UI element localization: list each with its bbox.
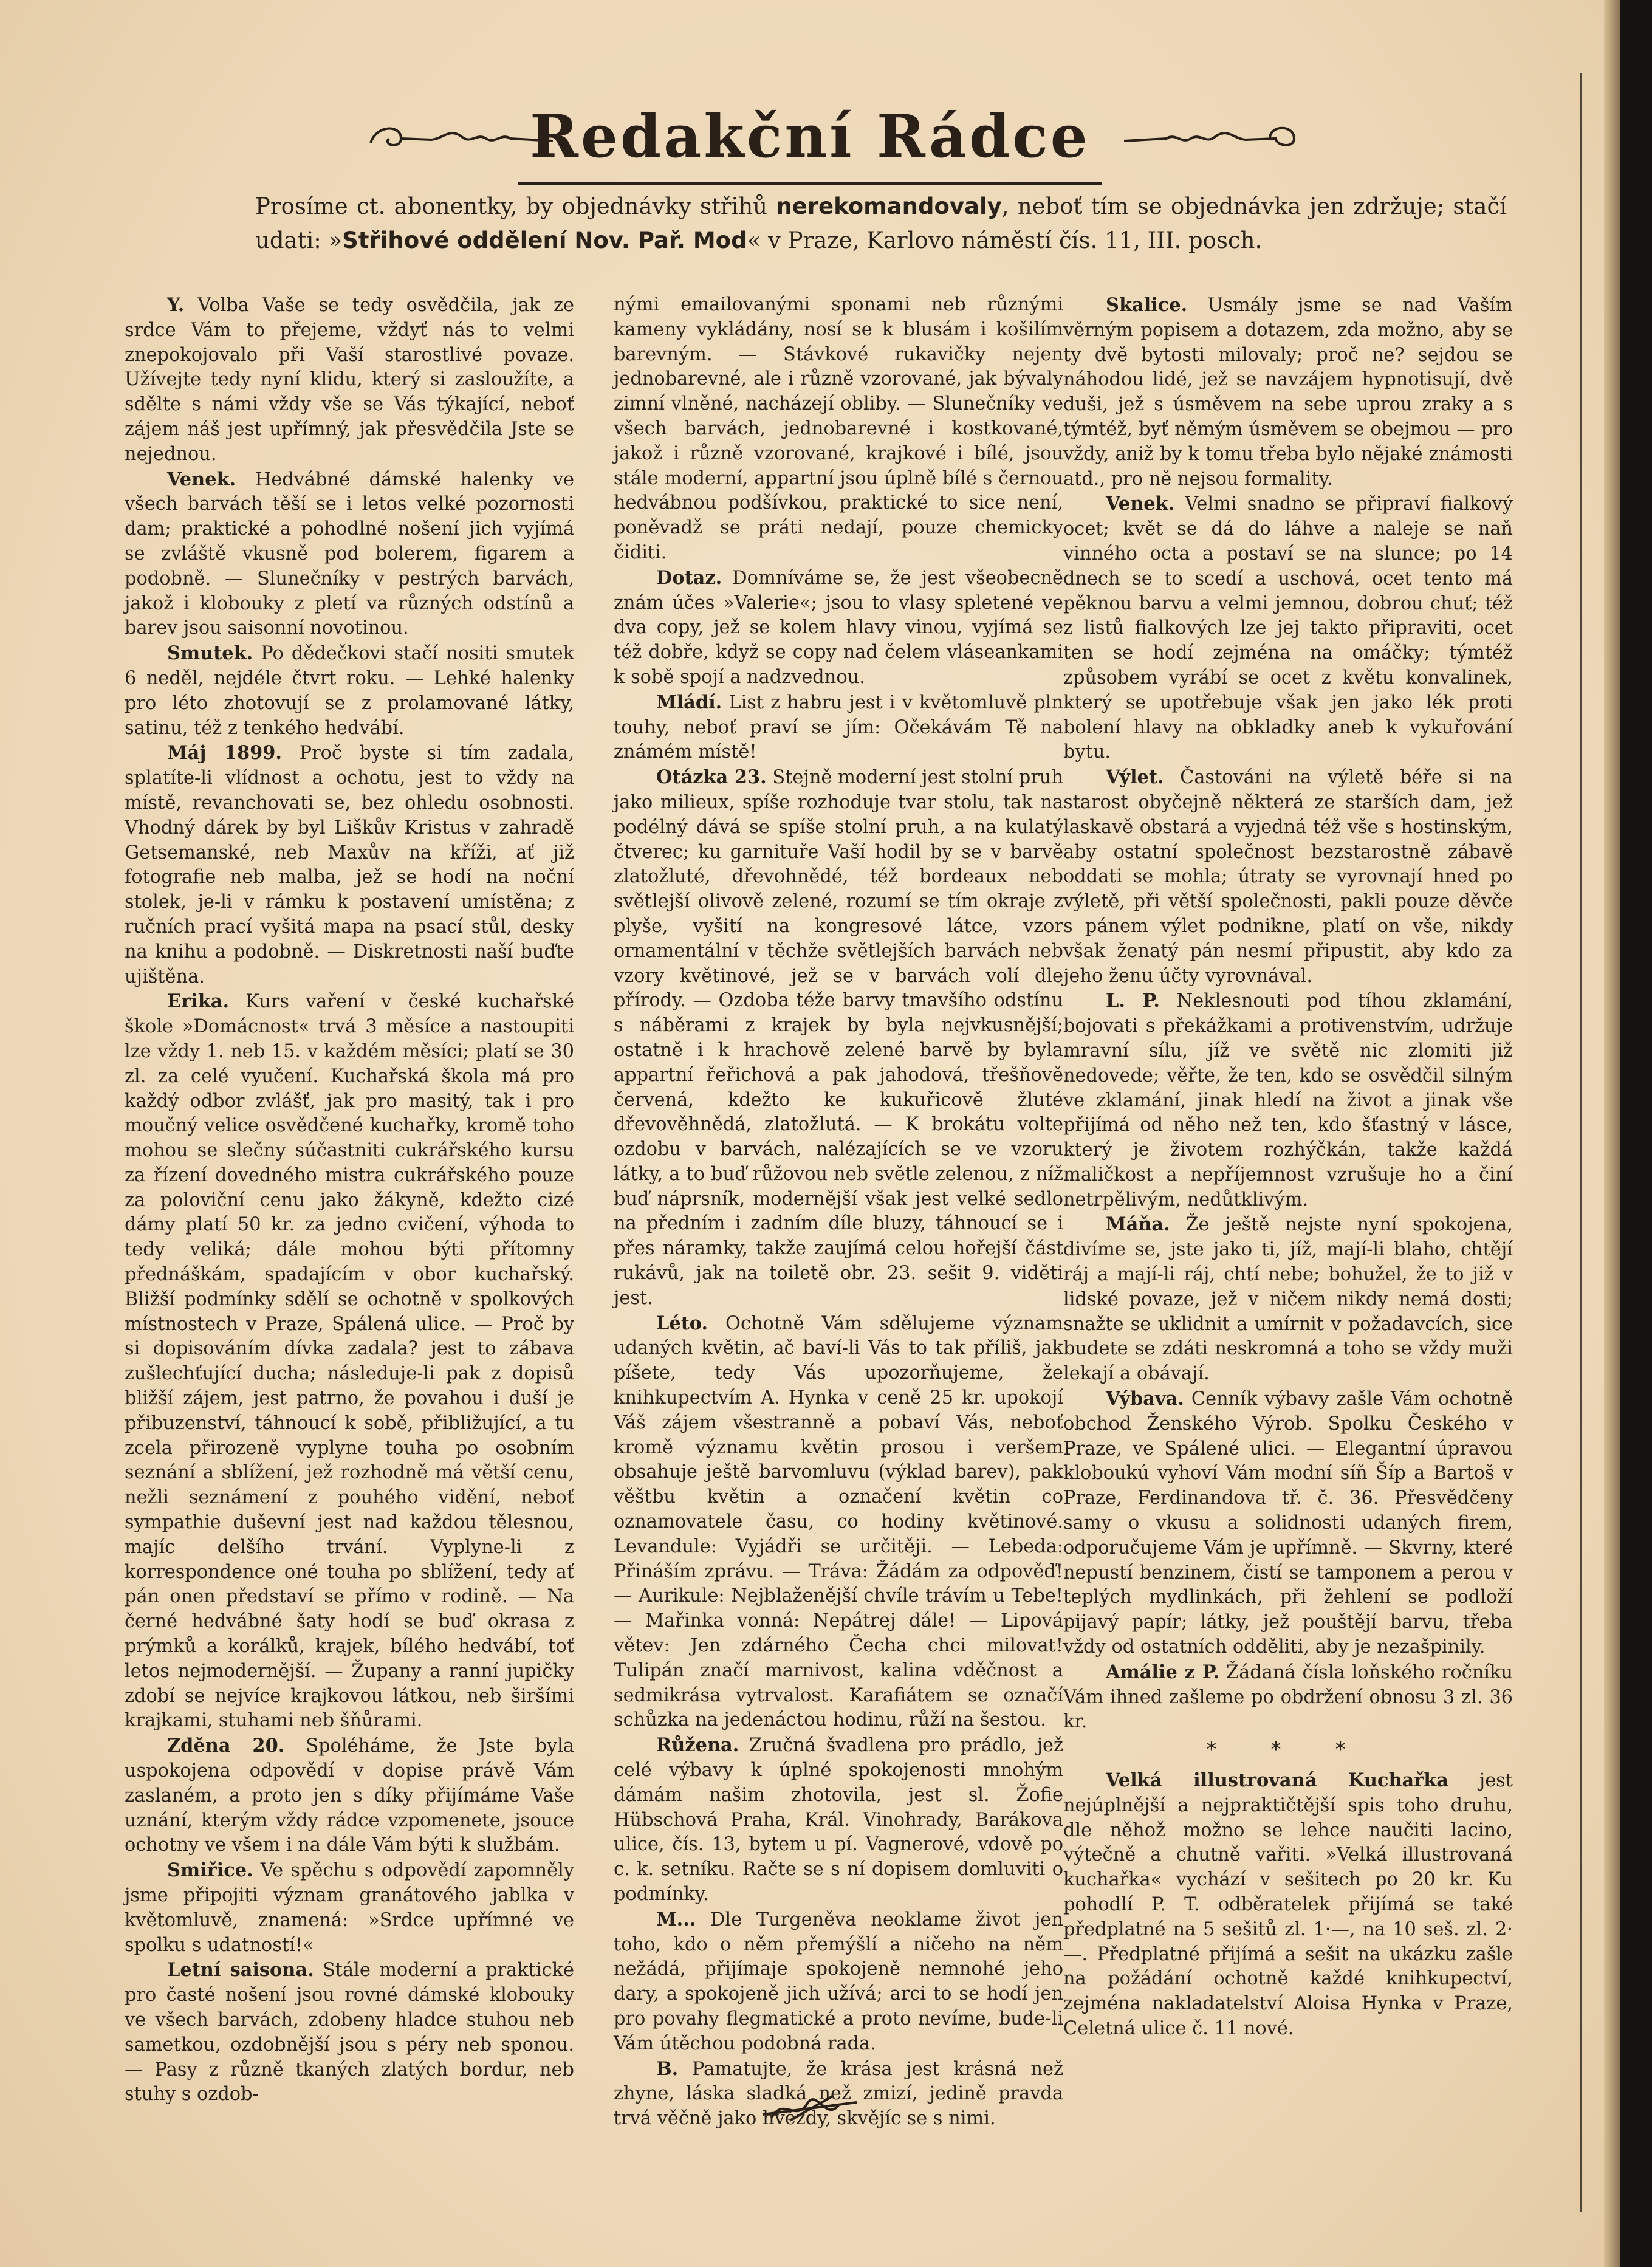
answer-text: jest nejúplnější a nejpraktičtější spis toho druhu, dle něhož možno se lehce naučiti lacino, výtečně a chutně vařiti. »Velká illustrovaná kuchařka« vychází v sešitech po 20 kr. Ku pohodlí P. T. odběratelek přijímá se také předplatné na 5 sešitů zl. 1·—, na 10 seš. zl. 2·—. Předplatné přijímá a sešit na ukázku zašle na požádání ochotně každé knihkupectví, zejména nakladatelství Aloisa Hynka v Praze, Celetná ulice č. 11 nové. [1063,1770,1513,2039]
column-2 [614,293,1063,2132]
page-edge [1604,0,1620,2267]
addressee-name: L. P. [1106,990,1160,1012]
addressee-name: Otázka 23. [656,766,767,789]
addressee-name: Y. [167,294,185,316]
answer-text: Zručná švadlena pro prádlo, jež celé výbavy k úplné spokojenosti mnohým dámám našim zhotovila, jest sl. Žofie Hübschová Praha, Král. Vinohrady, Barákova ulice, čís. 13, bytem u pí. Vagnerové, vdově po c. k. setníku. Račte se s ní dopisem domluviti o podmínky. [614,1735,1063,1905]
answer-text: Volba Vaše se tedy osvědčila, jak ze srdce Vám to přejeme, vždyť nás to velmi znepokojovalo při Vaší starostlivé povaze. Užívejte tedy nyní klidu, který si zasloužíte, a sdělte s námi vždy vše se Vás týkající, neboť zájem náš jest upřímný, jak přesvědčila Jste se nejednou. [125,295,574,465]
answer-text: Ve spěchu s odpovědí zapomněly jsme připojiti význam granátového jablka v květomluvě, znamená: »Srdce upřímné ve spolku s udatností!« [125,1860,574,1956]
page-title: Redakční Rádce [518,91,1102,185]
answer-paragraph [125,1958,574,2107]
answer-text: Hedvábné dámské halenky ve všech barvách těší se i letos velké pozornosti dam; praktické a pohodlné nošení jich vyjímá se zvláště vkusně pod bolerem, figarem a podobně. — Slunečníky v pestrých barvách, jakož i klobouky z pletí va různých odstínů a barev jsou saisonní novotinou. [125,468,574,639]
addressee-name: Léto. [656,1312,708,1334]
column-1 [125,293,574,2107]
addressee-name: Výlet. [1106,766,1164,789]
answer-text: Neklesnouti pod tíhou zklamání, bojovati s překážkami a protivenstvím, udržuje mravní sílu, jíž ve světě nic zlomiti již nedovede; věřte, že ten, kdo se osvědčil silným ve zklamání, jinak hledí na život a jinak vše přijímá od něho než ten, kdo šťastný v lásce, který je životem rozhýčkán, takže každá maličkost a nepříjemnost vzrušuje ho a činí netrpělivým, nedůtklivým. [1063,990,1513,1210]
addressee-name: Růžena. [656,1734,739,1757]
addressee-name: Amálie z P. [1106,1661,1220,1683]
addressee-name: Smiřice. [167,1859,253,1882]
answer-paragraph [614,293,1063,566]
notice-text-2: , neboť tím se objednávka jen zdržuje; stačí udati: » [255,193,1507,253]
answer-paragraph [1063,1660,1513,1735]
vignette-ornament-icon [759,2090,863,2127]
addressee-name: Skalice. [1106,294,1188,316]
column-3 [1063,293,1513,2042]
answer-text: Pamatujte, že krása jest krásná než zhyne, láska sladká než zmizí, jedině pravda trvá věčně jako hvězdy, skvějíc se s nimi. [614,2058,1063,2130]
answer-paragraph [125,467,574,642]
answer-text: Spoléháme, že Jste byla uspokojena odpovědí v dopise právě Vám zaslaném, a proto jen s díky přijímáme Vaše uznání, kterým vždy rádce vzpomenete, jsouce ochotny ve všem i na dále Vám býti k službám. [125,1735,574,1856]
answer-text: Po dědečkovi stačí nositi smutek 6 neděl, nejdéle čtvrt roku. — Lehké halenky pro léto zhotovují se z prolamované látky, satinu, též z tenkého hedvábí. [125,643,574,739]
answer-paragraph [1063,1212,1513,1387]
notice-bold-2: Střihové oddělení Nov. Pař. Mod [342,227,747,253]
answer-text: Kurs vaření v české kuchařské škole »Domácnost« trvá 3 měsíce a nastoupiti lze vždy 1. neb 15. v každém měsíci; platí se 30 zl. za celé vyučení. Kuchařská škola má pro každý odbor zvlášť, jak pro masitý, tak i pro moučný velice osvědčené kuchařky, kromě toho mohou se slečny súčastniti cukrářského kursu za řízení dovedného mistra cukrářského pouze za poloviční cenu jako žákyně, kdežto cizé dámy platí 50 kr. za jedno cvičení, výhoda to tedy veliká; dále mohou býti přítomny přednáškám, spadajícím v obor kuchařský. Bližší podmínky sdělí se ochotně v spolkových místnostech v Praze, Spálená ulice. — Proč by si dopisováním dívka zadala? jest to zábava zušlechťující ducha; následuje-li pak z dopisů bližší zájem, jest patrno, že povahou i duší je přibuzenství, táhnoucí k sobě, přibližující, a tu zcela přirozeně vyplyne touha po osobním seznání a sblížení, jež rozhodně má větší cenu, nežli seznámení z pouhého vidění, neboť sympathie duševní jest nad každou tělesnou, majíc delšího trvání. Vyplyne-li z korrespondence oné touha po sblížení, tedy ať pán onen představí se přímo v rodině. — Na černé hedvábné šaty hodí se buď okrasa z prýmků a korálků, krajek, bílého hedvábí, toť letos nejmodernější. — Župany a ranní jupičky zdobí se nejvíce krajkovou látkou, neb širšími krajkami, stuhami neb šňůrami. [125,991,574,1732]
answer-paragraph [125,1858,574,1958]
column-rule [1580,73,1582,2212]
addressee-name: Máj 1899. [167,742,283,764]
flourish-right-icon [1118,122,1312,158]
answer-text: Stále moderní a praktické pro časté nošení jsou rovné dámské klobouky ve všech barvách, zdobeny hladce stuhou neb sametkou, ozdobnější jsou s péry neb sponou. — Pasy z různě tkaných zlatých bordur, neb stuhy s ozdob- [125,1960,574,2105]
answer-paragraph [125,989,574,1734]
answer-paragraph [125,1734,574,1858]
answer-text: Žádaná čísla loňského ročníku Vám ihned zašleme po obdržení obnosu 3 zl. 36 kr. [1063,1661,1513,1733]
addressee-name: Erika. [167,990,230,1013]
answer-paragraph [614,1311,1063,1734]
answer-paragraph [125,641,574,741]
notice-text-1: Prosíme ct. abonentky, by objednávky střihů [255,193,776,219]
answer-paragraph [1063,989,1513,1212]
answer-text: Velmi snadno se připraví fialkový ocet; květ se dá do láhve a naleje se naň vinného octa a postaví se na slunce; po 14 dnech se to scedí a uschová, ocet tento má pěknou barvu a velmi jemnou, dobrou chuť; též z listů fialkových lze jej takto připraviti, ocet ten se hodí zejména na omáčky; týmtéž způsobem vyrábí se ocet z květu konvalinek, který se upotřebuje však jen jako lék proti bolení hlavy na obkladky aneb k vykuřování bytu. [1063,493,1513,763]
addressee-name: Velká illustrovaná Kuchařka [1106,1769,1448,1792]
answer-text: Že ještě nejste nyní spokojena, divíme se, jste jako ti, jíž, mají-li blaho, chtějí ráj a mají-li ráj, chtí nebe; bohužel, že to již v lidské povaze, jež v ničem nikdy nemá dosti; snažte se uklidnit a umírnit v požadavcích, sice budete se zdáti neskromná a toho se vždy muži lekají a obávají. [1063,1214,1513,1385]
answer-paragraph [1063,1768,1513,2042]
addressee-name: Máňa. [1106,1213,1170,1236]
addressee-name: Smutek. [167,642,253,665]
subscriber-notice [255,190,1507,258]
addressee-name: Venek. [167,468,236,490]
answer-text: Cenník výbavy zašle Vám ochotně obchod Ženského Výrob. Spolku Českého v Praze, ve Spálené ulici. — Elegantní úpravou kloboukú vyhoví Vám modní síň Šíp a Bartoš v Praze, Ferdinandova tř. č. 36. Přesvědčeny samy o vkusu a solidnosti udaných firem, odporučujeme Vám je upřímně. — Skvrny, které nepustí benzinem, čistí se tamponem a perou v teplých mydlinkách, při žehlení se podloží pijavý papír; látky, jež pouštějí barvu, třeba vždy od ostatních odděliti, aby je nezašpinily. [1063,1388,1513,1658]
answer-paragraph [614,1907,1063,2057]
answer-text: Ochotně Vám sdělujeme význam udaných květin, ač baví-li Vás to tak příliš, jak píšete, tedy Vás upozorňujeme, že knihkupectvím A. Hynka v ceně 25 kr. upokojí Váš zájem všestranně a pobaví Vás, neboť kromě významu květin prosou i veršem obsahuje ještě barvomluvu (výklad barev), pak věštbu květin a označení květin co oznamovatele času, co hodiny květinové. Levandule: Vyjádři se určitěji. — Lebeda: Přináším zprávu. — Tráva: Žádám za odpověď! — Aurikule: Nejblaženější chvíle trávím u Tebe! — Mařinka vonná: Nepátrej dále! — Lipová větev: Jen zdárného Čecha chci milovat! Tulipán značí marnivost, kalina vděčnost a sedmikrása vytrvalost. Karafiátem se označí schůzka na jedenáctou hodinu, růží na šestou. [614,1312,1063,1731]
page-heading [0,91,1620,182]
answer-text: Dle Turgeněva neoklame život jen toho, kdo o něm přemýšlí a ničeho na něm nežádá, přijímaje spokojeně nemnohé jeho dary, a spokojeně jich užívá; arci to se hodí jen pro povahy flegmatické a proto nevíme, bude-li Vám útěchou podobná rada. [614,1909,1063,2054]
answer-paragraph [125,741,574,989]
answer-text: Proč byste si tím zadala, splatíte-li vlídnost a ochotu, jest to vždy na místě, revanchovati se, bez ohledu osobnosti. Vhodný dárek by byl Liškův Kristus v zahradě Getsemanské, neb Maxův na kříži, ať již fotografie neb malba, jež se hodí na noční stolek, je-li v rámku k postavení umístěna; z ručních prací vyšitá mapa na psací stůl, desky na knihu a podobně. — Diskretnosti naší buďte ujištěna. [125,743,574,987]
answer-text: Usmály jsme se nad Vaším věrným popisem a dotazem, zda možno, aby se ty dvě bytosti milovaly; proč ne? sejdou se náhodou lidé, jež se navzájem hypnotisují, dvě duši, jež s úsměvem na sebe uprou zraky a s týmtéž, byť němým úsměvem se obejmou — pro vždy, aniž by k tomu třeba bylo nějaké známosti atd., pro ně nejsou formality. [1063,295,1513,490]
answer-paragraph [614,566,1063,690]
addressee-name: Zděna 20. [167,1735,285,1757]
answer-paragraph [614,1733,1063,1907]
answer-paragraph [1063,765,1513,989]
answer-paragraph [614,765,1063,1311]
notice-text-3: « v Praze, Karlovo náměstí čís. 11, III. posch. [747,227,1263,253]
answer-text: Stejně moderní jest stolní pruh jako milieux, spíše rozhoduje tvar stolu, tak na podélný dává se spíše stolní pruh, a na kulatý čtverec; ku garnituře Vaší hodil by se v barvě zlatožluté, dřevohnědé, též bordeaux neb světlejší olivově zelené, rozumí se tím okraje z plyše, vyšití na kongresové látce, vzor ornamentální v těchže světlejších barvách neb vzory květinové, jež se v barvách volí dle přírody. — Ozdoba téže barvy tmavšího odstínu s náběrami z krajek by byla nejvkusnější; ostatně i k hrachově zelené barvě by byla appartní řeřichová a pak jahodová, třešňově červená, kdežto ke kukuřicově žluté dřevověhnědá, zlatožlutá. — K brokátu volte ozdobu v barvách, nalézajících se ve vzoru látky, a to buď růžovou neb světle zelenou, z níž buď náprsník, modernější však jest velké sedlo na předním i zadním díle bluzy, táhnoucí se i přes náramky, takže zaujímá celou hořejší část rukávů, jak na toiletě obr. 23. sešit 9. viděti jest. [614,767,1063,1309]
addressee-name: Venek. [1106,493,1175,515]
addressee-name: B. [656,2057,679,2080]
answer-text: Častováni na výletě béře si na starost obyčejně některá ze starších dam, jež laskavě obstará a vyjedná též vše s hostinským, aby ostatní společnost bezstarostně zábavě oddati se mohla; útraty se vyrovnají hned po výletě, při větší společnosti, pakli pouze děvče s pánem výlet podnikne, platí on vše, nikdy však ženatý pán nesmí připustit, aby kdo za jeho ženu účty vyrovnával. [1063,767,1513,987]
section-separator: * * * [1206,1738,1370,1761]
addressee-name: Dotaz. [656,566,722,589]
answer-paragraph [1063,492,1513,765]
addressee-name: M... [656,1908,696,1930]
answer-text: Domníváme se, že jest všeobecně znám účes »Valerie«; jsou to vlasy spletené ve dva copy, jež se kolem hlavy vinou, vyjímá se též dobře, když se copy nad čelem vláseankami k sobě spojí a nadzvednou. [614,567,1063,688]
answer-paragraph [1063,293,1513,492]
answer-paragraph [1063,1387,1513,1660]
answer-paragraph [125,293,574,467]
addressee-name: Mládí. [656,691,722,713]
addressee-name: Letní saisona. [167,1959,314,1981]
answer-text: List z habru jest i v květomluvě pln touhy, neboť praví se jím: Očekávám Tě na známém místě! [614,691,1063,763]
notice-bold-1: nerekomandovaly [776,193,1002,219]
addressee-name: Výbava. [1106,1388,1184,1410]
answer-text: nými emailovanými sponami neb různými kameny vykládány, nosí se k blusám i košilím barevným. — Stávkové rukavičky nejen jednobarevné, ale i různě vzorované, jak bývaly zimní vlněné, nacházejí obliby. — Slunečníky ve všech barvách, jednobarevné i kostkované, jakož i různě vzorované, krajkové i bílé, jsou stále moderní, appartní jsou úplně bílé s černou hedvábnou podšívkou, praktické to sice není, poněvadž se práti nedají, pouze chemicky čiditi. [614,294,1063,563]
answer-paragraph [614,690,1063,765]
